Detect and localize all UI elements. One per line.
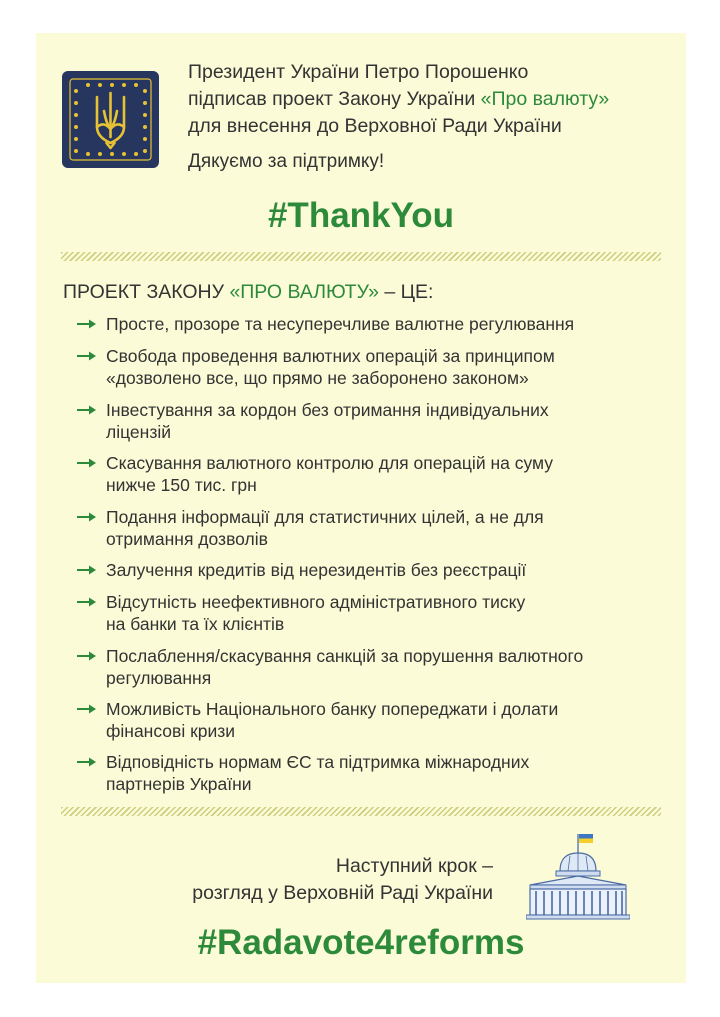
list-item-text <box>106 345 555 389</box>
green-arrow-icon <box>76 703 98 715</box>
list-item-text <box>106 645 583 689</box>
list-item-text <box>106 698 558 742</box>
list-item-line: Можливість Національного банку попереджати і долати <box>106 699 559 719</box>
list-item-line: Свобода проведення валютних операцій за принципом <box>106 346 555 366</box>
section-title-prefix: ПРОЕКТ ЗАКОНУ <box>63 281 230 303</box>
hashtag-thankyou: #ThankYou <box>267 196 455 235</box>
list-item-line: Послаблення/скасування санкцій за порушення валютного <box>106 646 584 666</box>
list-item-line: Подання інформації для статистичних цілей, а не для <box>106 507 544 527</box>
list-item-text <box>106 452 553 496</box>
green-arrow-icon <box>76 596 98 608</box>
list-item-line: партнерів України <box>106 774 252 794</box>
list-item-line: Відсутність неефективного адміністративного тиску <box>106 592 526 612</box>
thanks-text: Дякуємо за підтримку! <box>188 151 385 172</box>
next-step-text <box>192 853 493 907</box>
list-item-text <box>106 559 526 581</box>
hashtag-radavote4reforms: #Radavote4reforms <box>197 923 525 962</box>
header-line-2 <box>188 86 609 113</box>
ukraine-trident-emblem-icon <box>62 71 159 168</box>
header-line-3: для внесення до Верховної Ради України <box>188 115 562 137</box>
green-arrow-icon <box>76 350 98 362</box>
green-arrow-icon <box>76 404 98 416</box>
list-item-line: ліцензій <box>106 422 172 442</box>
list-item-line: фінансові кризи <box>106 721 236 741</box>
divider-bottom <box>61 807 661 816</box>
list-item-line: на банки та їх клієнтів <box>106 614 285 634</box>
green-arrow-icon <box>76 511 98 523</box>
list-item-text <box>106 399 549 443</box>
list-item-line: регулювання <box>106 668 212 688</box>
list-item-line: Залучення кредитів від нерезидентів без реєстрації <box>106 560 527 580</box>
list-item-line: Скасування валютного контролю для операцій на суму <box>106 453 554 473</box>
header-line-1: Президент України Петро Порошенко <box>188 61 529 83</box>
next-step-line-2: розгляд у Верховній Раді України <box>192 882 493 904</box>
header-line-2-text: підписав проект Закону України <box>188 88 481 110</box>
list-item-line: Відповідність нормам ЄС та підтримка міжнародних <box>106 752 530 772</box>
verkhovna-rada-building-icon <box>526 831 630 921</box>
law-name-highlight: «Про валюту» <box>480 88 610 110</box>
section-title-highlight: «ПРО ВАЛЮТУ» <box>229 281 379 303</box>
list-item-text <box>106 313 574 335</box>
green-arrow-icon <box>76 756 98 768</box>
divider-top <box>61 252 661 261</box>
list-item-text <box>106 591 525 635</box>
green-arrow-icon <box>76 650 98 662</box>
green-arrow-icon <box>76 564 98 576</box>
list-item-line: «дозволено все, що прямо не заборонено законом» <box>106 368 529 388</box>
list-item-text <box>106 751 529 795</box>
list-item-line: нижче 150 тис. грн <box>106 475 257 495</box>
green-arrow-icon <box>76 457 98 469</box>
list-item-text <box>106 506 544 550</box>
section-title-suffix: – ЦЕ: <box>378 281 434 303</box>
list-item-line: Просте, прозоре та несуперечливе валютне регулювання <box>106 314 575 334</box>
list-item-line: отримання дозволів <box>106 529 268 549</box>
next-step-line-1: Наступний крок – <box>335 855 493 877</box>
green-arrow-icon <box>76 318 98 330</box>
section-title <box>63 281 433 304</box>
list-item-line: Інвестування за кордон без отримання індивідуальних <box>106 400 549 420</box>
infographic-card <box>36 33 686 983</box>
